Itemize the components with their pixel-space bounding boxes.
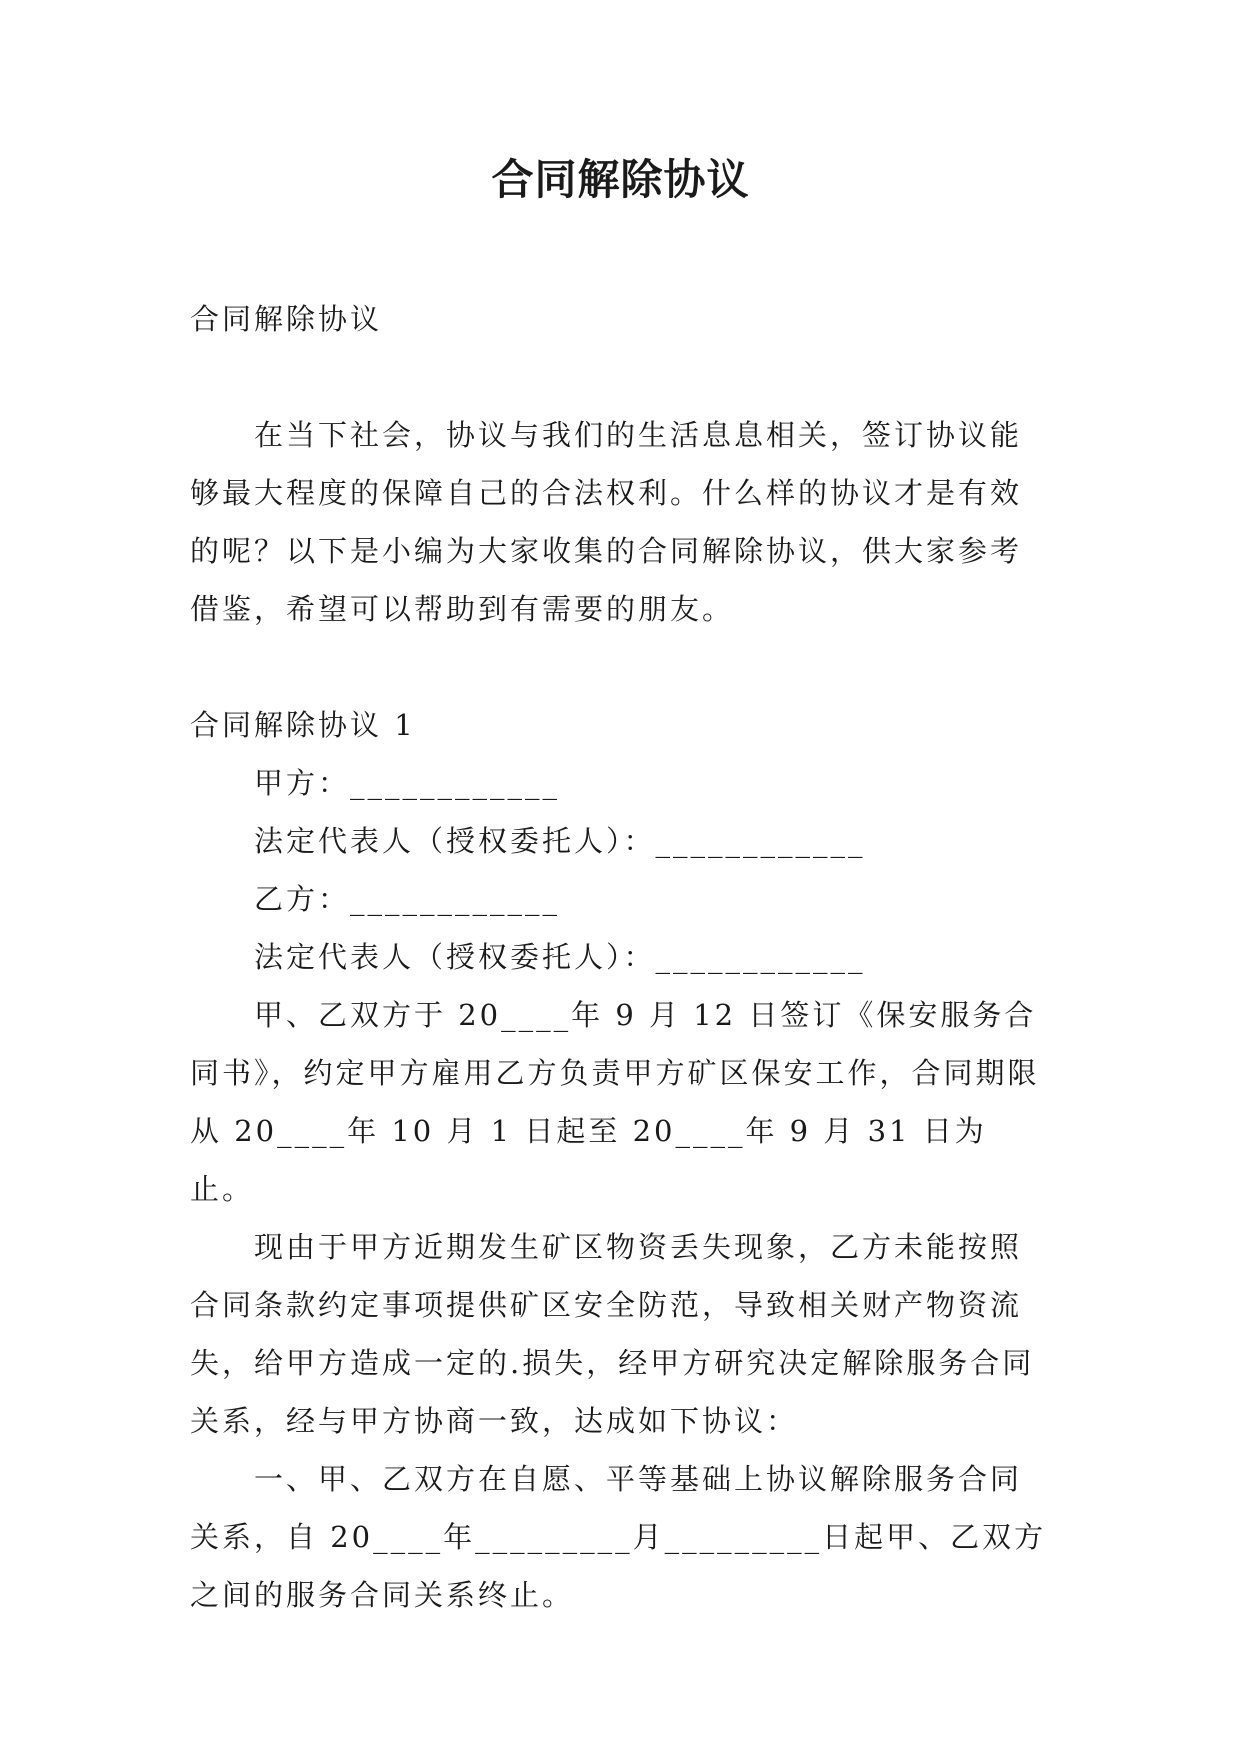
party-b-representative-line: 法定代表人（授权委托人）：____________: [254, 940, 866, 974]
reason-paragraph: 现由于甲方近期发生矿区物资丢失现象，乙方未能按照合同条款约定事项提供矿区安全防范，导致相关财产物资流失，给甲方造成一定的.损失，经甲方研究决定解除服务合同关系，经与甲方协商一致，达成如下协议：: [190, 1230, 1035, 1438]
party-a-representative-line: 法定代表人（授权委托人）：____________: [254, 824, 866, 858]
intro-paragraph: 在当下社会，协议与我们的生活息息相关，签订协议能够最大程度的保障自己的合法权利。什么样的协议才是有效的呢？以下是小编为大家收集的合同解除协议，供大家参考借鉴，希望可以帮助到有需要的朋友。: [190, 418, 1023, 626]
contract-signing-paragraph: 甲、乙双方于 20____年 9 月 12 日签订《保安服务合同书》，约定甲方雇用乙方负责甲方矿区保安工作，合同期限从 20____年 10 月 1 日起至 20____年 9 月 31 日为止。: [190, 998, 1040, 1206]
document-title: 合同解除协议: [491, 155, 750, 204]
document-subtitle: 合同解除协议: [190, 302, 383, 336]
section-heading: 合同解除协议 1: [190, 708, 416, 742]
party-b-line: 乙方：____________: [254, 882, 561, 916]
document-body: [190, 290, 1050, 1624]
party-a-line: 甲方：____________: [254, 766, 561, 800]
clause-one-paragraph: 一、甲、乙双方在自愿、平等基础上协议解除服务合同关系，自 20____年_________月_________日起甲、乙双方之间的服务合同关系终止。: [190, 1462, 1047, 1612]
